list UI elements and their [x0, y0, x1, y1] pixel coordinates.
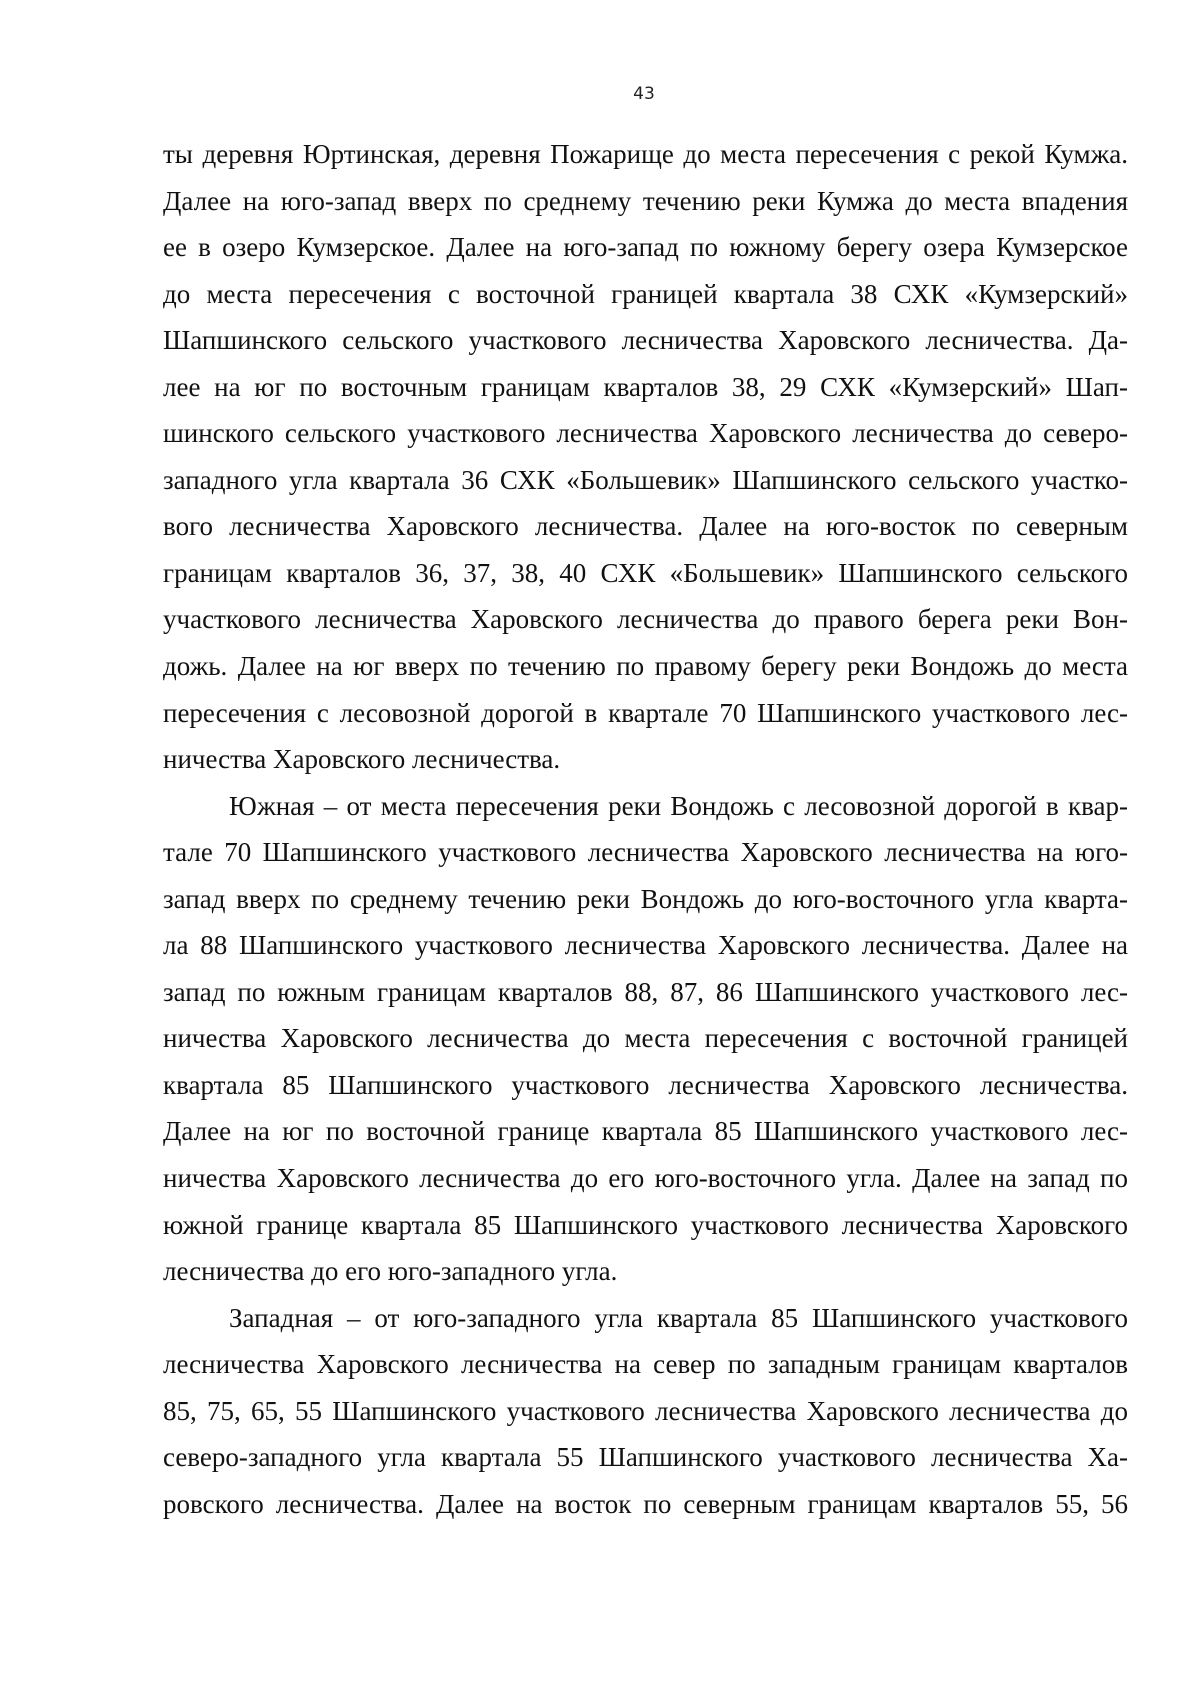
text-line: Далее на юг по восточной границе квартала 85 Шапшинского участкового лес- [163, 1116, 1128, 1147]
text-line: лее на юг по восточным границам кварталов 38, 29 СХК «Кумзерский» Шап- [163, 371, 1128, 402]
text-line: лесничества до его юго-западного угла. [163, 1256, 618, 1287]
text-line: лесничества Харовского лесничества на север по западным границам кварталов [163, 1349, 1128, 1380]
page-number: 43 [633, 84, 655, 104]
text-line: Шапшинского сельского участкового лесничества Харовского лесничества. Да- [163, 325, 1128, 356]
text-line: ты деревня Юртинская, деревня Пожарище до места пересечения с рекой Кумжа. [163, 139, 1128, 169]
text-line: дожь. Далее на юг вверх по течению по правому берегу реки Вондожь до места [163, 651, 1128, 682]
text-line: квартала 85 Шапшинского участкового лесничества Харовского лесничества. [163, 1069, 1128, 1100]
text-line: тале 70 Шапшинского участкового лесничества Харовского лесничества на юго- [163, 837, 1128, 868]
paragraph-southern-boundary [163, 783, 1128, 1295]
text-line: участкового лесничества Харовского лесничества до правого берега реки Вон- [163, 604, 1128, 635]
text-line: запад вверх по среднему течению реки Вондожь до юго-восточного угла кварта- [163, 883, 1128, 914]
paragraph-western-boundary [163, 1295, 1128, 1528]
document-body [163, 131, 1128, 1527]
text-line: пересечения с лесовозной дорогой в квартале 70 Шапшинского участкового лес- [163, 697, 1128, 728]
text-line: вого лесничества Харовского лесничества. Далее на юго-восток по северным [163, 511, 1128, 542]
paragraph-continuation [163, 131, 1128, 783]
text-line: ровского лесничества. Далее на восток по северным границам кварталов 55, 56 [163, 1488, 1128, 1519]
text-line: Западная – от юго-западного угла квартала 85 Шапшинского участкового [229, 1302, 1128, 1333]
text-line: ничества Харовского лесничества. [163, 744, 561, 775]
text-line: ничества Харовского лесничества до его юго-восточного угла. Далее на запад по [163, 1163, 1128, 1194]
text-line: шинского сельского участкового лесничества Харовского лесничества до северо- [163, 418, 1128, 449]
text-line: Далее на юго-запад вверх по среднему течению реки Кумжа до места впадения [163, 185, 1128, 216]
text-line: запад по южным границам кварталов 88, 87, 86 Шапшинского участкового лес- [163, 976, 1128, 1007]
text-line: ла 88 Шапшинского участкового лесничества Харовского лесничества. Далее на [163, 930, 1128, 961]
text-line: южной границе квартала 85 Шапшинского участкового лесничества Харовского [163, 1209, 1128, 1240]
text-line: Южная – от места пересечения реки Вондожь с лесовозной дорогой в квар- [229, 790, 1128, 821]
text-line: границам кварталов 36, 37, 38, 40 СХК «Большевик» Шапшинского сельского [163, 557, 1128, 588]
text-line: ее в озеро Кумзерское. Далее на юго-запад по южному берегу озера Кумзерское [163, 232, 1128, 263]
text-line: до места пересечения с восточной границей квартала 38 СХК «Кумзерский» [163, 278, 1128, 309]
text-line: 85, 75, 65, 55 Шапшинского участкового лесничества Харовского лесничества до [163, 1395, 1128, 1426]
text-line: северо-западного угла квартала 55 Шапшинского участкового лесничества Ха- [163, 1442, 1128, 1473]
text-line: ничества Харовского лесничества до места пересечения с восточной границей [163, 1023, 1128, 1054]
text-line: западного угла квартала 36 СХК «Большевик» Шапшинского сельского участко- [163, 464, 1128, 495]
